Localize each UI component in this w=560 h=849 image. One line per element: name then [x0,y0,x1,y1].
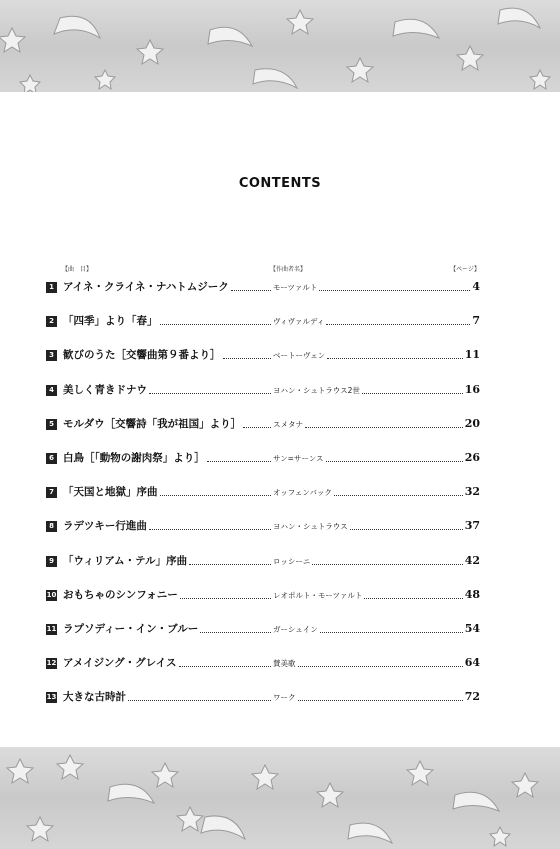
header-decoration [0,0,560,92]
star-icon [530,70,550,89]
moon-icon [253,69,297,88]
page-number: 48 [464,587,480,601]
page-number: 64 [464,656,480,670]
star-icon [20,75,40,92]
star-icon [512,773,538,797]
composer-name: ロッシーニ [273,556,311,566]
song-title: ラデツキー行進曲 [63,520,147,533]
star-icon [347,58,373,82]
song-title: 「四季」より「春」 [63,315,158,328]
track-number: 6 [46,453,57,464]
star-icon [95,70,115,89]
toc-row[interactable] [46,584,480,618]
star-icon [317,783,343,807]
song-title: モルダウ［交響詩「我が祖国」より］ [63,417,242,430]
composer-name: ヨハン・シュトラウス [273,522,348,532]
star-icon [177,807,203,831]
song-title: アイネ・クライネ・ナハトムジーク [63,281,229,293]
page-title: CONTENTS [238,176,322,191]
song-title: 「ウィリアム・テル」序曲 [63,554,188,567]
track-number: 8 [46,521,57,532]
track-number: 9 [46,556,57,567]
track-number: 3 [46,350,57,361]
composer-name: レオポルト・モーツァルト [273,590,363,600]
moon-icon [208,27,252,46]
toc-row[interactable] [46,618,480,652]
star-icon [7,759,33,783]
toc-row[interactable] [46,652,480,686]
page-number: 32 [464,485,480,499]
toc-row[interactable] [46,447,480,481]
toc-row[interactable] [46,686,480,720]
toc-row[interactable] [46,515,480,549]
star-icon [152,763,178,787]
composer-name: ガーシュイン [273,624,318,634]
page-number: 20 [464,416,480,430]
page-number: 7 [472,314,480,328]
page-number: 16 [464,382,480,396]
song-title: 白鳥［「動物の謝肉祭」より］ [63,451,205,464]
table-of-contents [46,276,480,720]
toc-row[interactable] [46,379,480,413]
composer-name: ワーク [273,693,296,703]
moon-icon [54,16,100,38]
page-number: 4 [472,280,480,293]
moon-icon [348,823,392,843]
star-icon [287,10,313,34]
page-number: 72 [464,690,480,704]
column-header-title: 【曲 目】 [62,266,93,273]
page-number: 26 [464,450,480,464]
page-number: 54 [464,621,480,635]
star-icon [457,46,483,70]
moon-icon [498,8,540,28]
moon-icon [453,792,499,811]
composer-name: サン=サーンス [273,453,324,463]
footer-decoration [0,747,560,849]
song-title: おもちゃのシンフォニー [63,588,178,601]
track-number: 11 [46,624,57,633]
star-icon [252,765,278,789]
composer-name: オッフェンバック [273,488,332,498]
composer-name: 賛美歌 [273,659,296,669]
toc-row[interactable] [46,413,480,447]
toc-row[interactable] [46,481,480,515]
toc-row[interactable] [46,344,480,378]
track-number: 12 [46,659,57,668]
track-number: 10 [46,590,57,599]
track-number: 1 [46,282,57,293]
page-number: 42 [464,553,480,567]
star-icon [0,28,25,52]
song-title: 歓びのうた［交響曲第９番より］ [63,349,221,362]
song-title: ラプソディー・イン・ブルー [63,622,199,635]
composer-name: モーツァルト [273,283,318,292]
composer-name: ヴィヴァルディ [273,317,325,327]
song-title: 大きな古時計 [63,691,126,704]
composer-name: ヨハン・シュトラウス2世 [273,385,360,395]
moon-icon [393,19,439,38]
page-number: 37 [464,519,480,533]
track-number: 2 [46,316,57,327]
toc-row[interactable] [46,276,480,310]
track-number: 4 [46,385,57,396]
toc-row[interactable] [46,310,480,344]
track-number: 7 [46,487,57,498]
composer-name: スメタナ [273,419,303,429]
toc-row[interactable] [46,550,480,584]
song-title: 美しく青きドナウ [63,383,147,396]
star-icon [490,827,510,846]
track-number: 13 [46,693,57,702]
moon-icon [108,784,154,803]
column-header-page: 【ページ】 [450,266,480,273]
track-number: 5 [46,419,57,430]
composer-name: ベートーヴェン [273,351,326,361]
song-title: アメイジング・グレイス [63,657,177,670]
page-number: 11 [464,348,480,362]
moon-icon [201,816,245,839]
song-title: 「天国と地獄」序曲 [63,486,158,499]
column-header-composer: 【作曲者名】 [270,266,307,273]
star-icon [27,817,53,841]
star-icon [137,40,163,64]
star-icon [57,755,83,779]
star-icon [407,761,433,785]
